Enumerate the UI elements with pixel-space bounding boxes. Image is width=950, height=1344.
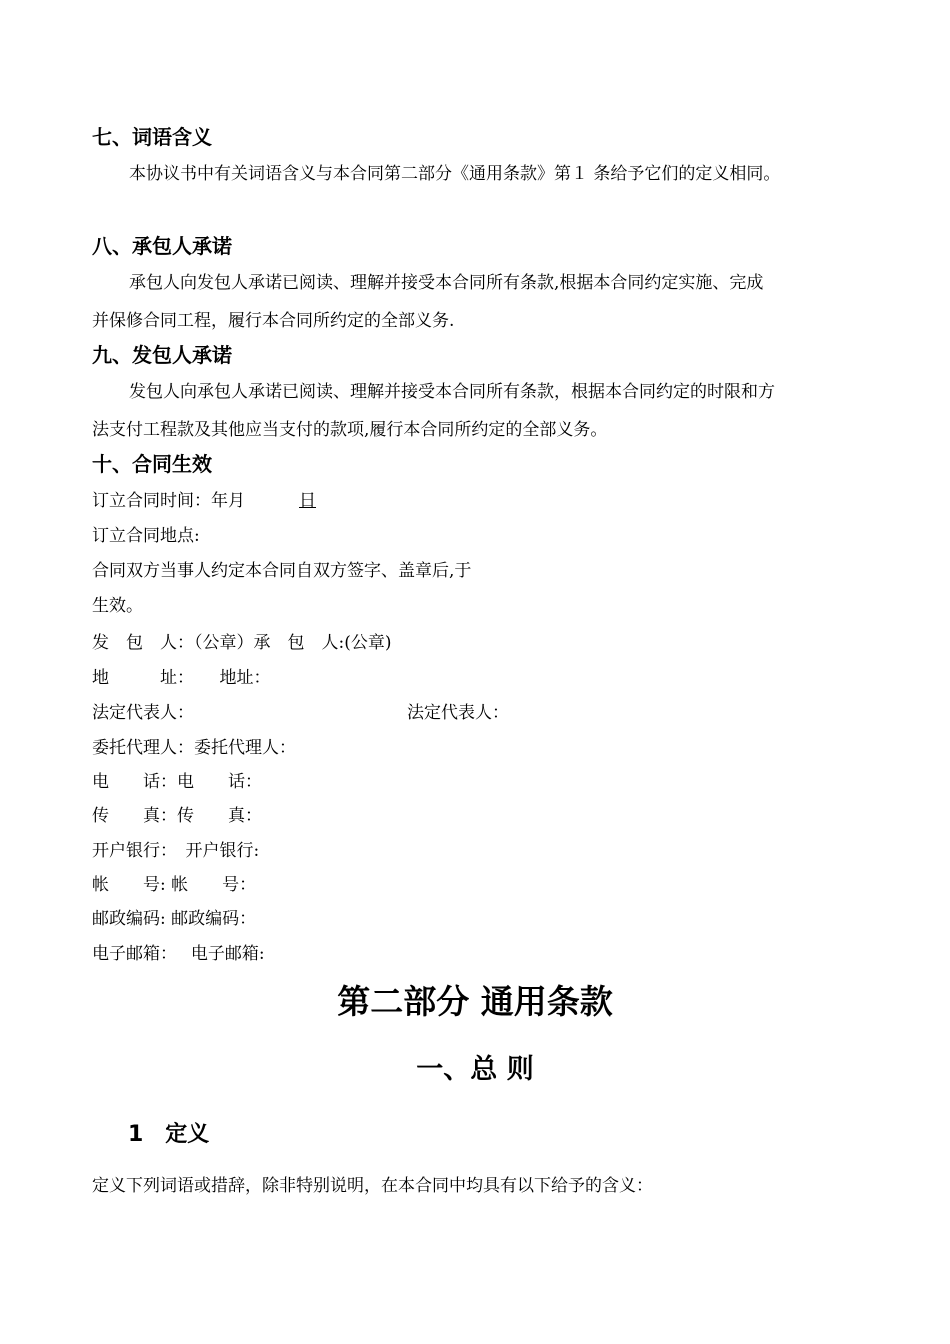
part-two-title: 第二部分 通用条款 xyxy=(337,982,613,1021)
sign-time-line xyxy=(92,489,316,513)
sign-time-blank: 日 xyxy=(299,491,316,511)
sign-time-label: 订立合同时间：年月 xyxy=(92,491,245,511)
section-9-body-line2: 法支付工程款及其他应当支付的款项,履行本合同所约定的全部义务。 xyxy=(92,420,608,440)
section-7-body: 本协议书中有关词语含义与本合同第二部分《通用条款》第１ 条给予它们的定义相同。 xyxy=(129,164,781,184)
section-8-body-line2: 并保修合同工程，履行本合同所约定的全部义务. xyxy=(92,311,455,331)
sign-place-line: 订立合同地点: xyxy=(92,526,200,546)
signature-row-legal-rep-right: 法定代表人： xyxy=(407,703,509,723)
section-8-body-line1: 承包人向发包人承诺已阅读、理解并接受本合同所有条款,根据本合同约定实施、完成 xyxy=(129,273,764,293)
section-9-body-line1: 发包人向承包人承诺已阅读、理解并接受本合同所有条款，根据本合同约定的时限和方 xyxy=(129,382,775,402)
section-9-heading: 九、发包人承诺 xyxy=(92,343,232,367)
chapter-title: 一、总 则 xyxy=(416,1054,534,1085)
signature-row-email: 电子邮箱： 电子邮箱: xyxy=(92,944,265,964)
signature-row-party: 发 包 人：（公章）承 包 人:(公章) xyxy=(92,633,392,653)
section-10-heading: 十、合同生效 xyxy=(92,452,212,476)
signature-row-legal-rep: 法定代表人： xyxy=(92,703,194,723)
signature-row-postcode: 邮政编码: 邮政编码： xyxy=(92,909,257,929)
definitions-intro: 定义下列词语或措辞，除非特别说明，在本合同中均具有以下给予的含义： xyxy=(92,1176,653,1196)
signature-row-phone: 电 话：电 话： xyxy=(92,772,262,792)
effect-line1: 合同双方当事人约定本合同自双方签字、盖章后,于 xyxy=(92,561,472,581)
signature-row-account: 帐 号: 帐 号： xyxy=(92,875,257,895)
signature-row-agent: 委托代理人：委托代理人： xyxy=(92,738,296,758)
signature-row-fax: 传 真：传 真： xyxy=(92,806,262,826)
signature-row-address: 地 址： 地址： xyxy=(92,668,271,688)
effect-line2: 生效。 xyxy=(92,596,143,616)
section-8-heading: 八、承包人承诺 xyxy=(92,234,232,258)
section-7-heading: 七、词语含义 xyxy=(92,125,212,149)
signature-row-bank: 开户银行： 开户银行: xyxy=(92,841,260,861)
section-1-title: 1 定义 xyxy=(128,1122,210,1147)
